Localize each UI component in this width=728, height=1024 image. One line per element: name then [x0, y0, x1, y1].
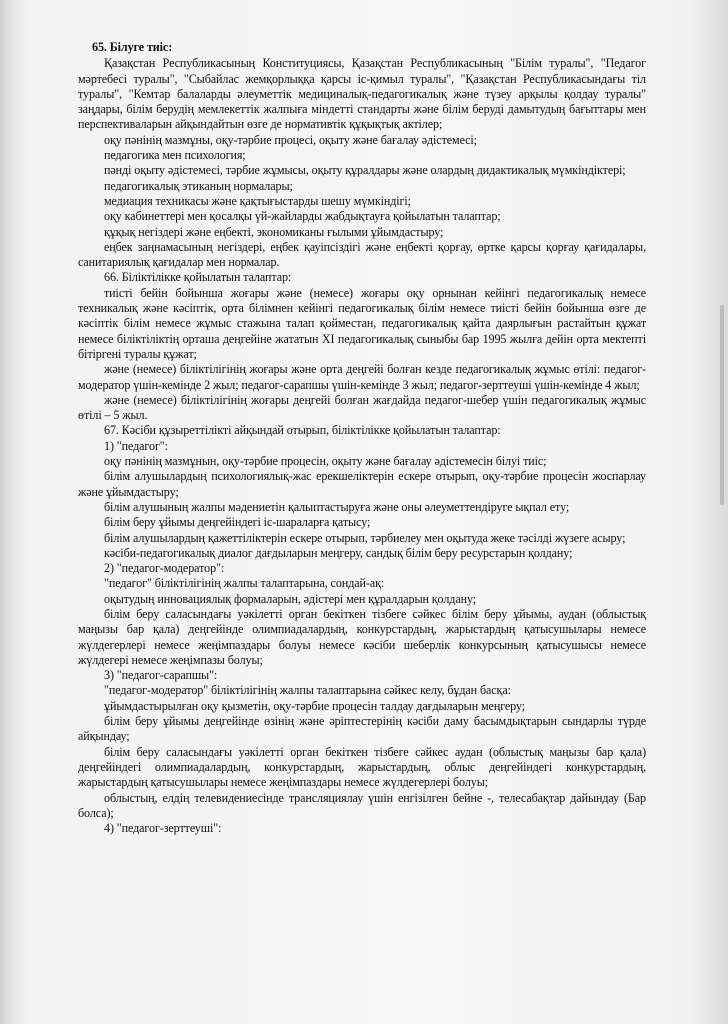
paragraph: 3) "педагог-сарапшы":: [104, 668, 218, 683]
paragraph: 4) "педагог-зерттеуші":: [104, 821, 222, 836]
paragraph: білім беру саласындағы уәкілетті орган бекіткен тізбеге сәйкес білім беру ұйымы, аудан (облыстық маңызы бар қала) деңгейінде олимпиадалардың, конкурстардың, жарыстардың қатысушылары немесе жүлдегерлері немесе жеңімпаздары болуы немесе кәсіби шеберлік конкурсының қатысушысы немесе жүлдегері немесе жеңімпазы болуы;: [78, 606, 646, 667]
paragraph: білім беру ұйымы деңгейінде өзінің және әріптестерінің кәсіби даму басымдықтарын сындарлы түрде айқындау;: [78, 714, 646, 744]
paragraph: 67. Кәсіби құзыреттілікті айқындай отырып, біліктілікке қойылатын талаптар:: [104, 423, 501, 438]
paragraph: пәнді оқыту әдістемесі, тәрбие жұмысы, оқыту құралдары және олардың дидактикалық мүмкіндіктері;: [104, 163, 626, 178]
paragraph: облыстың, елдің телевидениесінде трансляциялау үшін енгізілген бейне -, телесабақтар дайындау (Бар болса);: [78, 790, 646, 820]
paragraph: білім алушылардың психологиялық-жас ерекшеліктерін ескере отырып, оқу-тәрбие процесін жоспарлау және ұйымдастыру;: [78, 469, 646, 499]
paragraph: білім алушының жалпы мәдениетін қалыптастыруға және оны әлеуметтендіруге ықпал ету;: [104, 499, 570, 514]
paragraph: білім беру ұйымы деңгейіндегі іс-шараларға қатысу;: [104, 515, 371, 530]
paragraph: және (немесе) біліктілігінің жоғары және орта деңгейі болған кезде педагогикалық жұмыс өтілі: педагог-модератор үшін-кемінде 2 жыл; педагог-сарапшы үшін-кемінде 3 жыл; педагог-зерттеуші үшін-кемінде 4 жыл;: [78, 362, 646, 392]
paragraph-list: [78, 56, 646, 836]
section-heading: 65. Білуге тиіс:: [92, 40, 173, 54]
paragraph: білім алушылардың қажеттіліктерін ескере отырып, тәрбиелеу мен оқытуда жеке тәсілді жүзеге асыру;: [104, 530, 626, 545]
paragraph: "педагог-модератор" біліктілігінің жалпы талаптарына сәйкес келу, бұдан басқа:: [104, 683, 511, 698]
paragraph: оқу пәнінің мазмұнын, оқу-тәрбие процесін, оқыту және бағалау әдістемесін білуі тиіс;: [104, 454, 547, 469]
paragraph: оқу кабинеттері мен қосалқы үй-жайларды жабдықтауға қойылатын талаптар;: [104, 209, 501, 224]
paragraph: оқытудың инновациялық формаларын, әдістері мен құралдарын қолдану;: [104, 591, 477, 606]
document-page: [78, 40, 646, 836]
paragraph: және (немесе) біліктілігінің жоғары деңгейі болған жағдайда педагог-шебер үшін педагогикалық жұмыс өтілі – 5 жыл.: [78, 392, 646, 423]
paragraph: "педагог" біліктілігінің жалпы талаптарына, сондай-ақ:: [104, 576, 385, 591]
paragraph: Қазақстан Республикасының Конституциясы, Қазақстан Республикасының "Білім туралы", "Педагог мәртебесі туралы", "Сыбайлас жемқорлыққа қарсы іс-қимыл туралы", "Қазақстан Республикасындағы тіл туралы", "Кемтар балаларды әлеуметтік медициналық-педагогикалық және түзеу арқылы қолдау туралы" заңдары, білім берудің мемлекеттік жалпыға міндетті стандарты және білім беруді дамытудың бағыттары мен перспективаларын айқындайтын өзге де нормативтік құқықтық актілер;: [78, 56, 646, 132]
paragraph: педагогика мен психология;: [104, 148, 246, 163]
paragraph: 1) "педагог":: [104, 438, 168, 453]
paragraph: медиация техникасы және қақтығыстарды шешу мүмкіндігі;: [104, 193, 411, 208]
paragraph: педагогикалық этиканың нормалары;: [104, 178, 293, 193]
scrollbar[interactable]: [720, 305, 724, 505]
paragraph: тиісті бейін бойынша жоғары және (немесе) жоғары оқу орнынан кейінгі педагогикалық немесе техникалық және кәсіптік, орта білімнен кейінгі педагогикалық білім немесе тиісті бейін бойынша өзге де кәсіптік білім немесе жұмыс стажына талап қойместан, педагогикалық қайта даярлығын растайтын құжат немесе біліктіліктің орташа деңгейіне жататын XI педагогикалық сыныбы бар 1995 жылға дейін орта мектепті бітіргені туралы құжат;: [78, 285, 646, 361]
paragraph: 66. Біліктілікке қойылатын талаптар:: [104, 270, 292, 285]
paragraph: 2) "педагог-модератор":: [104, 561, 225, 576]
paragraph: құқық негіздері және еңбекті, экономиканы ғылыми ұйымдастыру;: [104, 224, 444, 239]
paragraph: оқу пәнінің мазмұны, оқу-тәрбие процесі, оқыту және бағалау әдістемесі;: [104, 132, 477, 147]
paragraph: еңбек заңнамасының негіздері, еңбек қауіпсіздігі және еңбекті қорғау, өртке қарсы қорғау қағидалары, санитариялық қағидалар мен нормалар.: [78, 239, 646, 270]
paragraph: ұйымдастырылған оқу қызметін, оқу-тәрбие процесін талдау дағдыларын меңгеру;: [104, 698, 526, 713]
paragraph: білім беру саласындағы уәкілетті орган бекіткен тізбеге сәйкес аудан (облыстық маңызы бар қала) деңгейіндегі олимпиадалардың, конкурстардың, жарыстардың, облыс деңгейіндегі конкурстардың, жарыстардың қатысушылары немесе жеңімпаздары немесе жүлдегерлері болуы;: [78, 744, 646, 790]
paragraph: кәсіби-педагогикалық диалог дағдыларын меңгеру, сандық білім беру ресурстарын қолдану;: [104, 545, 573, 560]
